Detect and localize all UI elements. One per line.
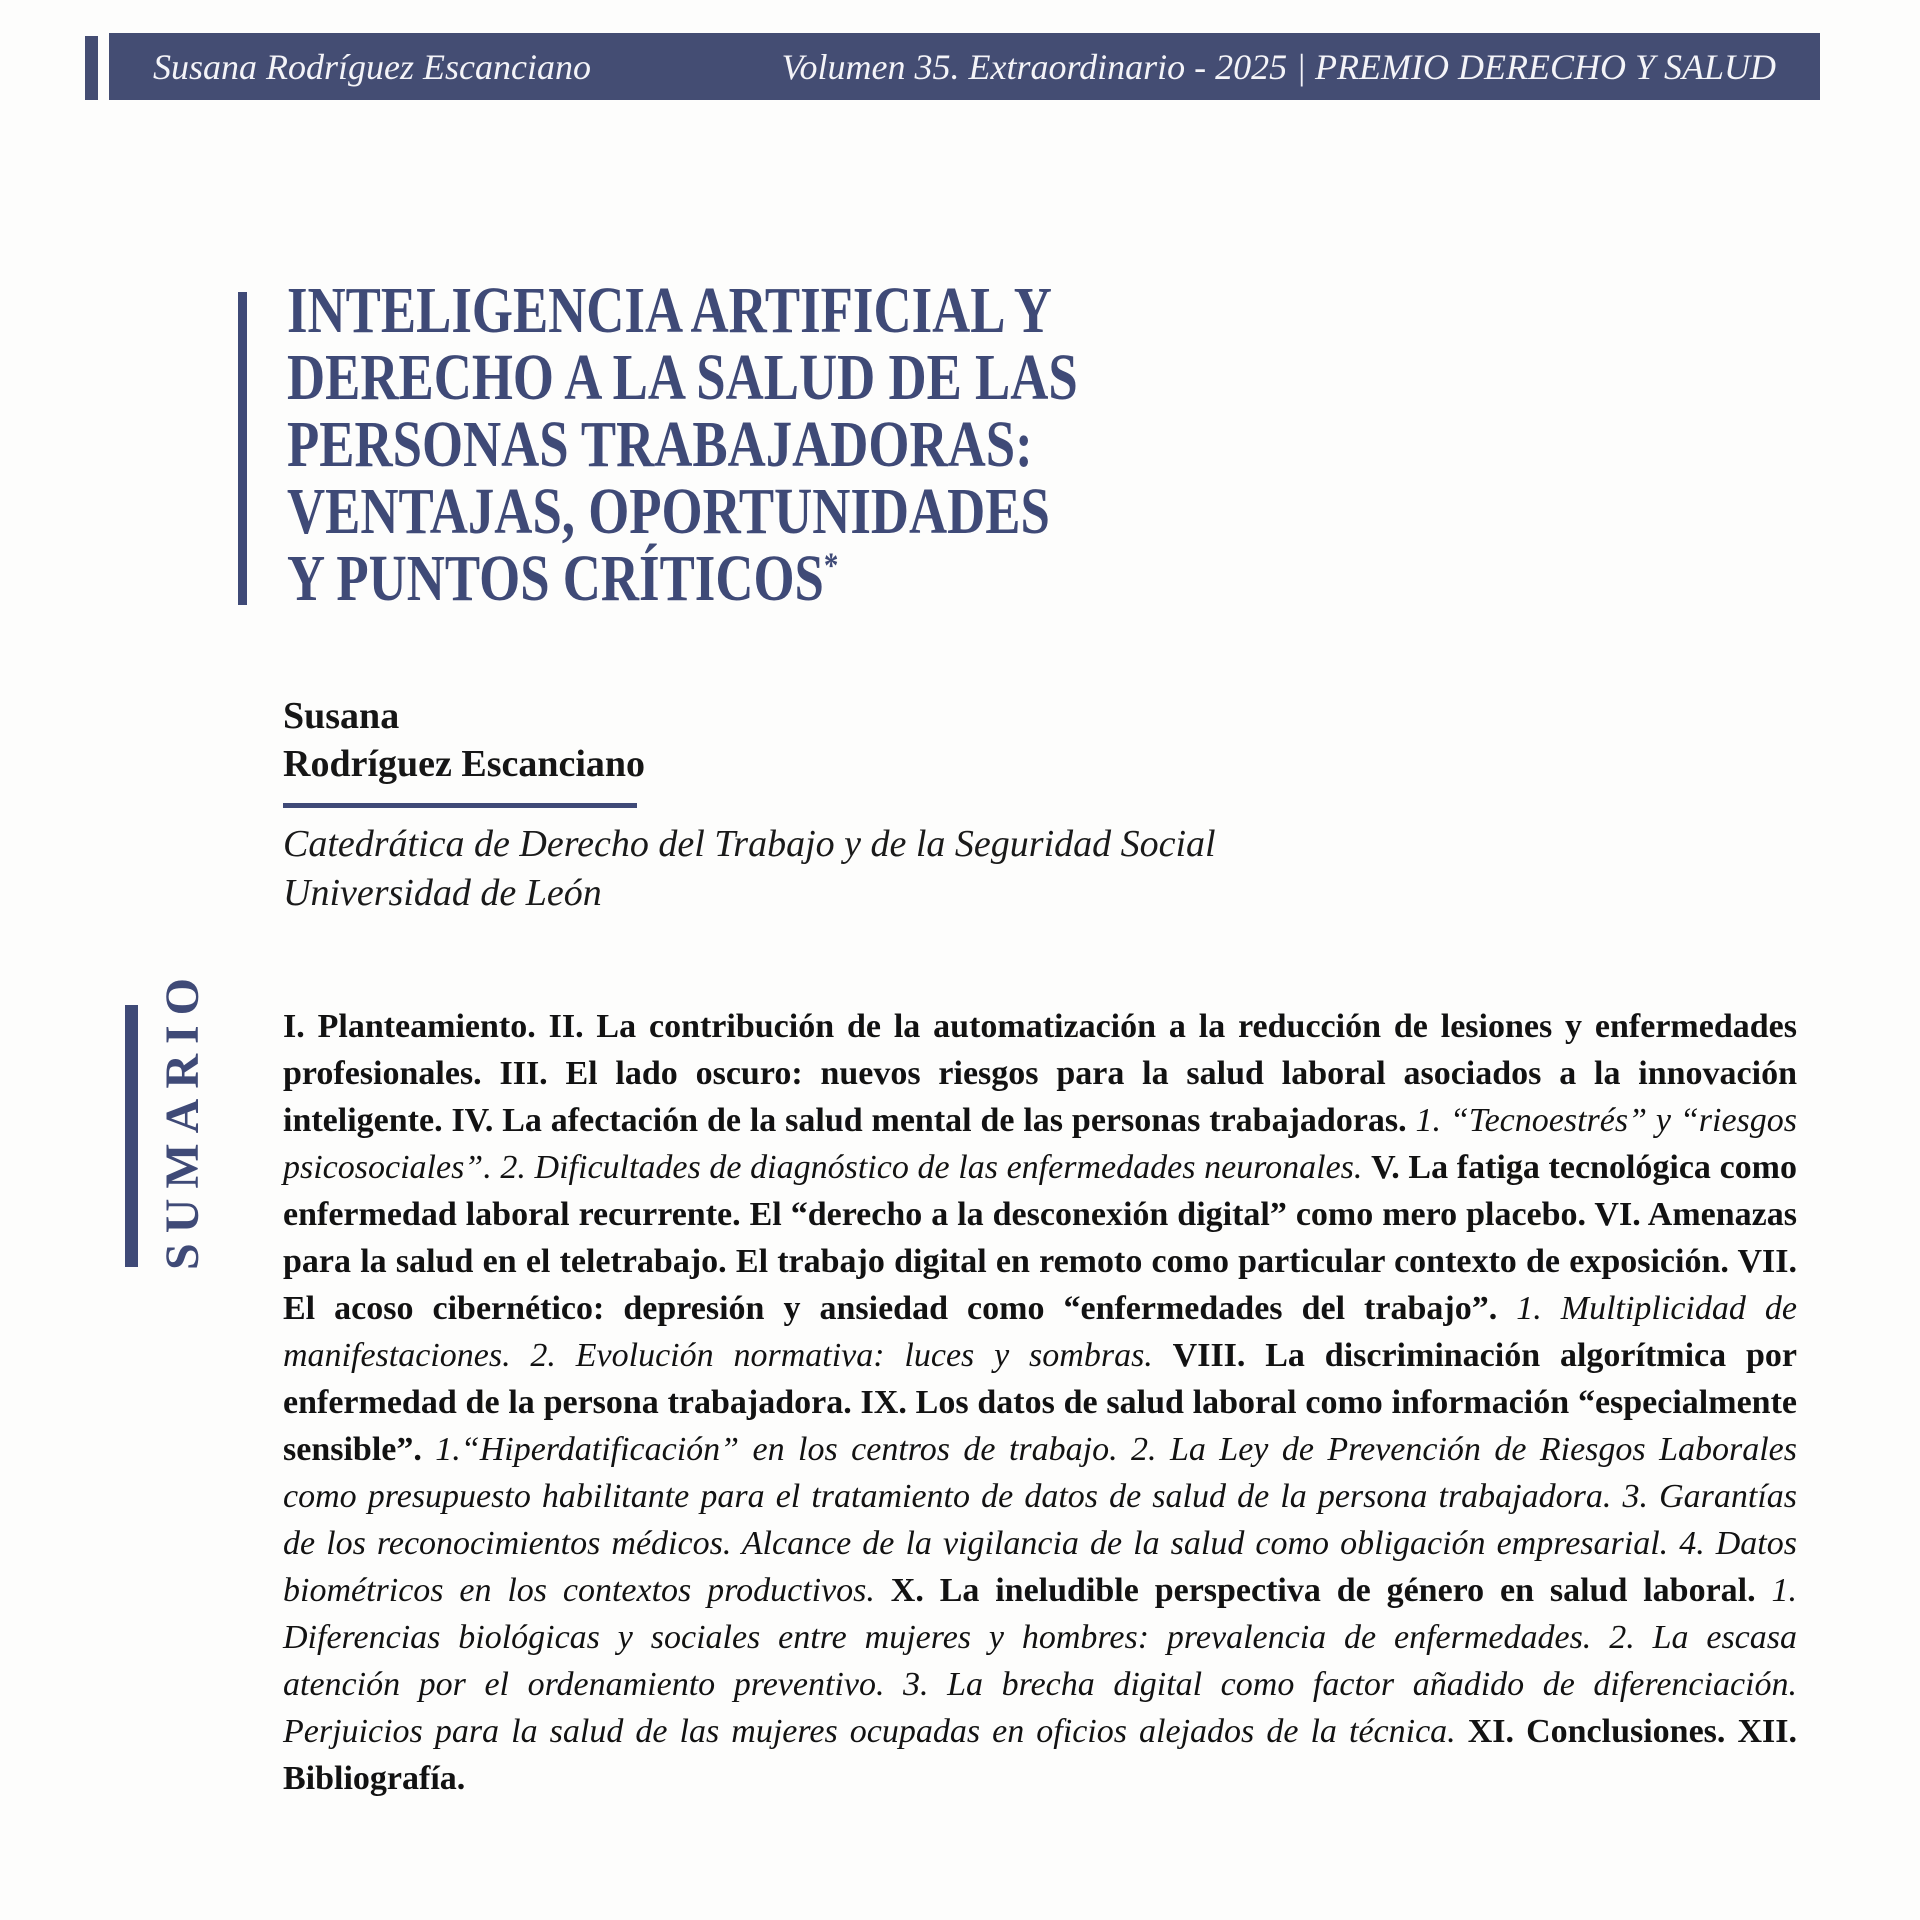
title-line: DERECHO A LA SALUD DE LAS	[287, 341, 1078, 414]
title-line: Y PUNTOS CRÍTICOS*	[287, 542, 839, 615]
author-name-block	[283, 692, 645, 788]
title-line: PERSONAS TRABAJADORAS:	[287, 408, 1033, 481]
header-accent-tick	[85, 36, 98, 100]
sumario-run-bold: V. La fatiga tecnológica como enfermedad laboral recurrente. El “derecho a la desconexión digital” como mero placebo. VI. Amenazas para la salud en el teletrabajo. El trabajo digital en remoto como particular contexto de exposición. VII. El acoso cibernético: depresión y ansiedad como “enfermedades del trabajo”.	[283, 1149, 1798, 1327]
author-last-name: Rodríguez Escanciano	[283, 743, 646, 785]
sumario-run-bold: I. Planteamiento. II. La contribución de la automatización a la reducción de lesiones y enfermedades profesionales. III. El lado oscuro: nuevos riesgos para la salud laboral asociados a la innovación inteligente. IV. La afectación de la salud mental de las personas trabajadoras.	[283, 1008, 1797, 1139]
article-title	[287, 274, 1078, 615]
author-first-name: Susana	[283, 695, 400, 737]
running-header-author: Susana Rodríguez Escanciano	[153, 46, 591, 87]
sumario-run-italic: 1. Diferencias biológicas y sociales entre mujeres y hombres: prevalencia de enfermedades. 2. La escasa atención por el ordenamiento preventivo. 3. La brecha digital como factor añadido de diferenciación. Perjuicios para la salud de las mujeres ocupadas en oficios alejados de la técnica.	[283, 1572, 1797, 1750]
title-footnote-marker: *	[823, 545, 839, 585]
author-divider-rule	[283, 803, 637, 808]
sumario-left-rule	[125, 1005, 138, 1267]
sumario-vertical-label: SUMARIO	[156, 967, 209, 1270]
title-line: VENTAJAS, OPORTUNIDADES	[287, 475, 1050, 548]
author-affiliation-university: Universidad de León	[283, 872, 602, 914]
sumario-run-italic: 1. Multiplicidad de manifestaciones. 2. Evolución normativa: luces y sombras.	[283, 1290, 1797, 1374]
author-affiliation-block	[283, 820, 1216, 918]
sumario-run-bold: XI. Conclusiones. XII. Bibliografía.	[283, 1713, 1797, 1797]
title-left-rule	[238, 292, 247, 605]
sumario-run-italic: 1.“Hiperdatificación” en los centros de trabajo. 2. La Ley de Prevención de Riesgos Laborales como presupuesto habilitante para el tratamiento de datos de salud de la persona trabajadora. 3. Garantías de los reconocimientos médicos. Alcance de la vigilancia de la salud como obligación empresarial. 4. Datos biométricos en los contextos productivos.	[283, 1431, 1797, 1609]
sumario-run-italic: 1. “Tecnoestrés” y “riesgos psicosociales”. 2. Dificultades de diagnóstico de las enfermedades neuronales.	[283, 1102, 1797, 1186]
sumario-paragraph	[283, 1003, 1797, 1802]
title-line: INTELIGENCIA ARTIFICIAL Y	[287, 274, 1052, 347]
author-affiliation-title: Catedrática de Derecho del Trabajo y de la Seguridad Social	[283, 823, 1216, 865]
sumario-run-bold: VIII. La discriminación algorítmica por enfermedad de la persona trabajadora. IX. Los datos de salud laboral como información “especialmente sensible”.	[283, 1337, 1797, 1468]
running-header-bar	[109, 33, 1820, 100]
running-header-volume: Volumen 35. Extraordinario - 2025 | PREMIO DERECHO Y SALUD	[781, 46, 1776, 87]
sumario-run-bold: X. La ineludible perspectiva de género en salud laboral.	[890, 1572, 1772, 1609]
